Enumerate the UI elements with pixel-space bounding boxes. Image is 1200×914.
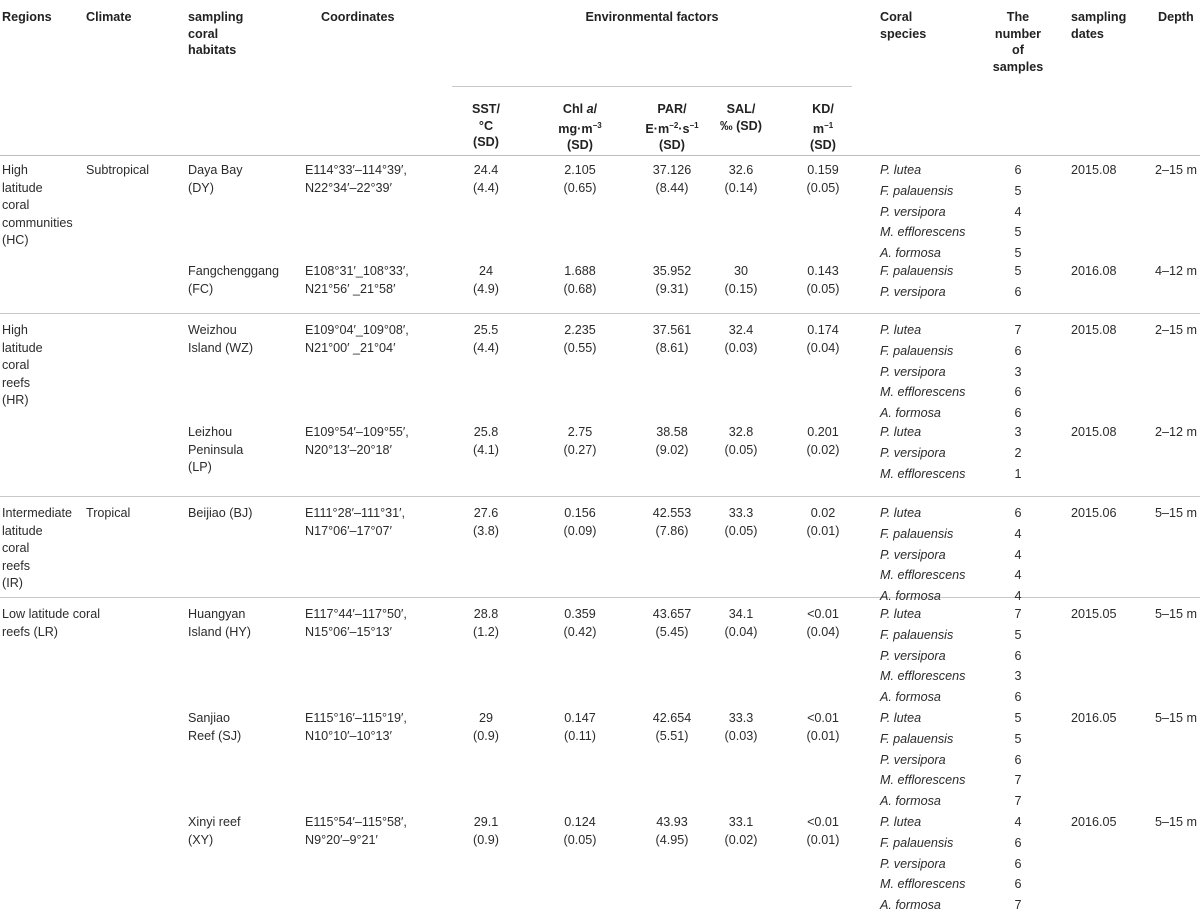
chl-cell [538, 814, 622, 849]
sst-cell-line: (4.4) [473, 180, 499, 195]
sample-count-cell: 6 [1014, 385, 1022, 400]
coral-species-cell: P. versipora [880, 547, 946, 562]
par-cell-line: 37.126 [652, 163, 692, 177]
par-cell [628, 505, 716, 540]
chl-cell-line: (0.09) [563, 523, 597, 538]
par-cell-line: 42.553 [652, 506, 692, 520]
chl-cell-line: 0.124 [564, 815, 596, 829]
kd-cell-line: (0.02) [806, 442, 840, 457]
chl-cell [538, 263, 622, 298]
chl-cell-line: 1.688 [564, 264, 596, 278]
coordinates-cell [305, 710, 407, 745]
par-cell [628, 606, 716, 641]
sst-cell [455, 322, 517, 357]
climate-label: Tropical [86, 506, 131, 520]
region-label [2, 606, 100, 641]
region-label-line: coral [2, 358, 30, 372]
par-cell-line: (7.86) [655, 523, 689, 538]
header-coordinates: Coordinates [321, 10, 395, 24]
depth-cell: 5–15 m [1154, 607, 1197, 621]
region-label-line: coral [2, 541, 30, 555]
kd-cell-line: (0.01) [806, 728, 840, 743]
sst-cell-line: (0.9) [473, 832, 499, 847]
coordinates-cell-line: N21°00′ _21°04′ [305, 340, 396, 355]
region-label-line: reefs (LR) [2, 624, 58, 639]
header-depth: Depth [1158, 10, 1194, 24]
sst-cell-line: 27.6 [473, 506, 499, 520]
sst-cell [455, 710, 517, 745]
coordinates-cell [305, 322, 409, 357]
sal-cell [706, 322, 776, 357]
region-label-line: High [2, 323, 28, 337]
habitat-cell-line: Island (WZ) [188, 340, 254, 355]
par-cell-line: (9.02) [655, 442, 689, 457]
kd-cell-line: 0.159 [807, 163, 839, 177]
header-sst: SST/ °C (SD) [472, 102, 500, 149]
coral-species-cell: A. formosa [880, 246, 941, 261]
par-cell-line: 43.93 [656, 815, 688, 829]
coordinates-cell-line: N10°10′–10°13′ [305, 728, 392, 743]
region-label-line: latitude [2, 340, 43, 355]
region-label [2, 505, 72, 593]
coral-species-cell: M. efflorescens [880, 466, 966, 481]
coral-species-cell: F. palauensis [880, 343, 954, 358]
par-cell-line: (5.45) [655, 624, 689, 639]
par-cell-line: (5.51) [655, 728, 689, 743]
coordinates-cell [305, 162, 407, 197]
sample-count-cell: 7 [1014, 898, 1022, 913]
coordinates-cell-line: E108°31′_108°33′, [305, 264, 409, 278]
header-sal: SAL/ ‰ (SD) [720, 102, 762, 133]
sst-cell-line: 25.8 [473, 425, 499, 439]
par-cell-line: 38.58 [656, 425, 688, 439]
coral-species-cell: P. lutea [880, 506, 922, 520]
kd-cell-line: (0.01) [806, 523, 840, 538]
habitat-cell [188, 322, 253, 357]
coral-species-cell: A. formosa [880, 589, 941, 604]
par-cell-line: (8.44) [655, 180, 689, 195]
region-label-line: (HR) [2, 393, 29, 407]
depth-cell: 2–15 m [1154, 323, 1197, 337]
coral-species-cell: P. lutea [880, 607, 922, 621]
coral-species-cell: M. efflorescens [880, 773, 966, 788]
kd-cell-line: <0.01 [807, 815, 839, 829]
sample-count-cell: 6 [1014, 506, 1022, 520]
sampling-date-cell: 2016.08 [1071, 264, 1117, 278]
sal-cell-line: 32.8 [728, 425, 754, 439]
sst-cell-line: 29 [478, 711, 493, 725]
sample-count-cell: 4 [1014, 204, 1022, 219]
habitat-cell-line: Xinyi reef [188, 815, 241, 829]
coordinates-cell-line: E109°04′_109°08′, [305, 323, 409, 337]
region-label-line: coral [2, 198, 30, 212]
coral-species-cell: P. versipora [880, 752, 946, 767]
chl-cell-line: 2.235 [564, 323, 596, 337]
coordinates-cell [305, 424, 409, 459]
sst-cell-line: (4.1) [473, 442, 499, 457]
habitat-cell-line: (XY) [188, 832, 214, 847]
coordinates-cell [305, 606, 407, 641]
sal-cell-line: (0.02) [724, 832, 758, 847]
sal-cell-line: 32.6 [728, 163, 754, 177]
sampling-date-cell: 2015.08 [1071, 323, 1117, 337]
habitat-cell [188, 814, 241, 849]
kd-cell [796, 505, 850, 540]
coral-species-cell: M. efflorescens [880, 669, 966, 684]
habitat-cell-line: Peninsula [188, 442, 244, 457]
sampling-date-cell: 2016.05 [1071, 815, 1117, 829]
sample-count-cell: 5 [1014, 246, 1022, 261]
sal-cell-line: (0.15) [724, 281, 758, 296]
coral-species-cell: P. lutea [880, 815, 922, 829]
coral-species-cell: M. efflorescens [880, 225, 966, 240]
sampling-date-cell: 2016.05 [1071, 711, 1117, 725]
depth-cell: 5–15 m [1154, 815, 1197, 829]
sampling-date-cell: 2015.08 [1071, 425, 1117, 439]
sst-cell-line: (4.9) [473, 281, 499, 296]
coordinates-cell-line: E115°54′–115°58′, [305, 815, 407, 829]
group-divider [0, 496, 1200, 497]
habitat-cell-line: Sanjiao [188, 711, 231, 725]
header-number-of-samples: The number of samples [992, 10, 1044, 74]
region-label-line: High [2, 163, 28, 177]
kd-cell-line: 0.143 [807, 264, 839, 278]
sample-count-cell: 1 [1014, 466, 1022, 481]
header-chl: Chl a/ $mg\cdot m^{-3}$ (SD) [558, 102, 602, 153]
kd-cell-line: <0.01 [807, 607, 839, 621]
sample-count-cell: 4 [1014, 815, 1022, 829]
coral-species-cell: F. palauensis [880, 183, 954, 198]
coordinates-cell-line: N21°56′ _21°58′ [305, 281, 396, 296]
sal-cell-line: (0.05) [724, 523, 758, 538]
kd-cell [796, 424, 850, 459]
sal-cell-line: (0.04) [724, 624, 758, 639]
habitat-cell-line: Island (HY) [188, 624, 251, 639]
kd-cell-line: (0.05) [806, 281, 840, 296]
depth-cell: 4–12 m [1154, 264, 1197, 278]
sal-cell-line: 33.1 [728, 815, 754, 829]
par-cell [628, 162, 716, 197]
chl-cell [538, 710, 622, 745]
par-cell-line: (8.61) [655, 340, 689, 355]
sample-count-cell: 5 [1014, 711, 1022, 725]
sample-count-cell: 6 [1014, 648, 1022, 663]
coordinates-cell [305, 263, 409, 298]
sample-count-cell: 4 [1014, 568, 1022, 583]
habitat-cell [188, 263, 279, 298]
coral-species-cell: P. versipora [880, 648, 946, 663]
env-header-rule [452, 86, 852, 87]
sal-cell [706, 814, 776, 849]
sample-count-cell: 5 [1014, 264, 1022, 278]
coral-species-cell: A. formosa [880, 690, 941, 705]
sst-cell-line: (1.2) [473, 624, 499, 639]
habitat-cell-line: Weizhou [188, 323, 237, 337]
depth-cell: 2–15 m [1154, 163, 1197, 177]
sample-count-cell: 6 [1014, 856, 1022, 871]
chl-cell-line: (0.27) [563, 442, 597, 457]
par-cell [628, 424, 716, 459]
habitat-cell-line: Daya Bay [188, 163, 243, 177]
region-label-line: Intermediate [2, 506, 73, 520]
region-label-line: reefs [2, 558, 30, 573]
coral-species-cell: F. palauensis [880, 627, 954, 642]
sample-count-cell: 6 [1014, 835, 1022, 850]
coordinates-cell-line: E114°33′–114°39′, [305, 163, 407, 177]
coral-species-cell: P. lutea [880, 163, 922, 177]
sst-cell-line: 25.5 [473, 323, 499, 337]
coordinates-cell-line: N15°06′–15°13′ [305, 624, 392, 639]
sampling-date-cell: 2015.08 [1071, 163, 1117, 177]
sst-cell [455, 606, 517, 641]
header-habitats: sampling coral habitats [188, 10, 244, 57]
coral-species-cell: P. versipora [880, 284, 946, 299]
kd-cell [796, 322, 850, 357]
region-label-line: reefs [2, 375, 30, 390]
coordinates-cell-line: N20°13′–20°18′ [305, 442, 392, 457]
sample-count-cell: 5 [1014, 225, 1022, 240]
coordinates-cell-line: E109°54′–109°55′, [305, 425, 409, 439]
region-label-line: communities [2, 215, 73, 230]
coordinates-cell-line: E117°44′–117°50′, [305, 607, 407, 621]
coordinates-cell [305, 505, 405, 540]
coral-species-cell: F. palauensis [880, 264, 954, 278]
coral-species-cell: F. palauensis [880, 835, 954, 850]
chl-cell-line: 2.75 [567, 425, 593, 439]
coral-species-cell: A. formosa [880, 406, 941, 421]
coral-species-cell: A. formosa [880, 794, 941, 809]
coordinates-cell-line: E111°28′–111°31′, [305, 506, 405, 520]
sal-cell [706, 162, 776, 197]
habitat-cell-line: (DY) [188, 180, 214, 195]
sal-cell [706, 606, 776, 641]
sst-cell [455, 162, 517, 197]
par-cell-line: (4.95) [655, 832, 689, 847]
sample-count-cell: 7 [1014, 794, 1022, 809]
chl-cell [538, 606, 622, 641]
sample-count-cell: 6 [1014, 877, 1022, 892]
kd-cell [796, 162, 850, 197]
sst-cell [455, 263, 517, 298]
kd-cell-line: 0.02 [810, 506, 836, 520]
par-cell-line: 42.654 [652, 711, 692, 725]
sample-count-cell: 6 [1014, 163, 1022, 177]
header-climate: Climate [86, 10, 132, 24]
par-cell-line: 35.952 [652, 264, 692, 278]
sst-cell [455, 424, 517, 459]
climate-label: Subtropical [86, 163, 150, 177]
header-sampling-dates: sampling dates [1071, 10, 1127, 41]
par-cell [628, 322, 716, 357]
sample-count-cell: 7 [1014, 773, 1022, 788]
region-label-line: latitude [2, 180, 43, 195]
chl-cell-line: 0.147 [564, 711, 596, 725]
sal-cell [706, 505, 776, 540]
chl-cell [538, 424, 622, 459]
chl-cell-line: (0.42) [563, 624, 597, 639]
chl-cell-line: (0.65) [563, 180, 597, 195]
kd-cell-line: (0.05) [806, 180, 840, 195]
sample-count-cell: 6 [1014, 690, 1022, 705]
region-label-line: (IR) [2, 576, 23, 590]
depth-cell: 2–12 m [1154, 425, 1197, 439]
habitat-cell-line: (FC) [188, 281, 214, 296]
sal-cell [706, 710, 776, 745]
header-regions: Regions [2, 10, 52, 24]
chl-cell-line: (0.11) [564, 728, 596, 743]
habitat-cell-line: Huangyan [188, 607, 246, 621]
coral-species-cell: P. versipora [880, 445, 946, 460]
par-cell-line: (9.31) [655, 281, 689, 296]
sst-cell-line: 24.4 [473, 163, 499, 177]
sample-count-cell: 4 [1014, 589, 1022, 604]
sst-cell-line: 29.1 [473, 815, 499, 829]
habitat-cell [188, 505, 252, 523]
chl-cell [538, 162, 622, 197]
sample-count-cell: 5 [1014, 731, 1022, 746]
sst-cell [455, 505, 517, 540]
chl-cell-line: 2.105 [564, 163, 596, 177]
sal-cell-line: 33.3 [728, 506, 754, 520]
coordinates-cell-line: N17°06′–17°07′ [305, 523, 392, 538]
coral-species-cell: M. efflorescens [880, 877, 966, 892]
coral-species-cell: F. palauensis [880, 731, 954, 746]
coral-species-cell: M. efflorescens [880, 568, 966, 583]
habitat-cell [188, 606, 251, 641]
depth-cell: 5–15 m [1154, 711, 1197, 725]
coral-species-cell: P. lutea [880, 711, 922, 725]
coral-species-cell: A. formosa [880, 898, 941, 913]
coordinates-cell [305, 814, 407, 849]
coral-species-cell: P. lutea [880, 425, 922, 439]
par-cell-line: 37.561 [652, 323, 692, 337]
coral-species-cell: P. versipora [880, 204, 946, 219]
sal-cell-line: (0.03) [724, 340, 758, 355]
sample-count-cell: 4 [1014, 547, 1022, 562]
sample-count-cell: 6 [1014, 343, 1022, 358]
sample-count-cell: 3 [1014, 425, 1022, 439]
habitat-cell-line: Leizhou [188, 425, 233, 439]
region-label-line: Low latitude coral [2, 607, 101, 621]
kd-cell [796, 814, 850, 849]
habitat-cell [188, 424, 243, 477]
par-cell-line: 43.657 [652, 607, 692, 621]
sample-count-cell: 6 [1014, 752, 1022, 767]
sample-count-cell: 7 [1014, 607, 1022, 621]
sal-cell [706, 263, 776, 298]
region-label-line: latitude [2, 523, 43, 538]
kd-cell-line: (0.04) [806, 340, 840, 355]
sal-cell-line: (0.03) [724, 728, 758, 743]
header-kd: KD/ $m^{-1}$ (SD) [810, 102, 836, 153]
coordinates-cell-line: N9°20′–9°21′ [305, 832, 378, 847]
habitat-cell-line: Beijiao (BJ) [188, 506, 253, 520]
par-cell [628, 814, 716, 849]
header-coral-species: Coral species [880, 10, 927, 41]
coral-species-cell: P. lutea [880, 323, 922, 337]
chl-cell-line: (0.68) [563, 281, 597, 296]
region-label [2, 322, 43, 410]
sst-cell-line: 24 [478, 264, 493, 278]
sampling-date-cell: 2015.05 [1071, 607, 1117, 621]
kd-cell-line: <0.01 [807, 711, 839, 725]
coral-species-cell: P. versipora [880, 364, 946, 379]
chl-cell-line: 0.156 [564, 506, 596, 520]
depth-cell: 5–15 m [1154, 506, 1197, 520]
sample-count-cell: 6 [1014, 406, 1022, 421]
sst-cell-line: (4.4) [473, 340, 499, 355]
kd-cell [796, 710, 850, 745]
habitat-cell-line: (LP) [188, 460, 212, 474]
coral-species-cell: M. efflorescens [880, 385, 966, 400]
par-cell [628, 710, 716, 745]
coordinates-cell-line: N22°34′–22°39′ [305, 180, 392, 195]
header-environmental-factors: Environmental factors [585, 10, 719, 24]
sal-cell-line: 33.3 [728, 711, 754, 725]
region-label-line: (HC) [2, 233, 29, 247]
group-divider [0, 313, 1200, 314]
sample-count-cell: 3 [1014, 669, 1022, 684]
sal-cell-line: (0.14) [724, 180, 758, 195]
sample-count-cell: 6 [1014, 284, 1022, 299]
kd-cell-line: 0.201 [807, 425, 839, 439]
sampling-date-cell: 2015.06 [1071, 506, 1117, 520]
header-par: PAR/ $E\cdot m^{-2}\cdot s^{-1}$ (SD) [645, 102, 699, 153]
header-bottom-rule [0, 155, 1200, 156]
kd-cell-line: 0.174 [807, 323, 839, 337]
sal-cell-line: 32.4 [728, 323, 754, 337]
chl-cell [538, 505, 622, 540]
sst-cell-line: (3.8) [473, 523, 499, 538]
sal-cell [706, 424, 776, 459]
coral-species-cell: F. palauensis [880, 526, 954, 541]
coordinates-cell-line: E115°16′–115°19′, [305, 711, 407, 725]
sample-count-cell: 5 [1014, 627, 1022, 642]
chl-cell-line: (0.55) [563, 340, 597, 355]
chl-cell-line: 0.359 [564, 607, 596, 621]
habitat-cell-line: Reef (SJ) [188, 728, 242, 743]
kd-cell-line: (0.01) [806, 832, 840, 847]
par-cell [628, 263, 716, 298]
chl-cell-line: (0.05) [563, 832, 597, 847]
coral-species-cell: P. versipora [880, 856, 946, 871]
sal-cell-line: 34.1 [728, 607, 754, 621]
sal-cell-line: 30 [733, 264, 748, 278]
sample-count-cell: 5 [1014, 183, 1022, 198]
habitat-cell [188, 710, 241, 745]
kd-cell-line: (0.04) [806, 624, 840, 639]
sample-count-cell: 2 [1014, 445, 1022, 460]
kd-cell [796, 263, 850, 298]
sst-cell [455, 814, 517, 849]
kd-cell [796, 606, 850, 641]
sal-cell-line: (0.05) [724, 442, 758, 457]
chl-cell [538, 322, 622, 357]
sample-count-cell: 7 [1014, 323, 1022, 337]
sst-cell-line: (0.9) [473, 728, 499, 743]
habitat-cell [188, 162, 243, 197]
sst-cell-line: 28.8 [473, 607, 499, 621]
region-label [2, 162, 73, 250]
habitat-cell-line: Fangchenggang [188, 264, 280, 278]
sample-count-cell: 4 [1014, 526, 1022, 541]
sample-count-cell: 3 [1014, 364, 1022, 379]
